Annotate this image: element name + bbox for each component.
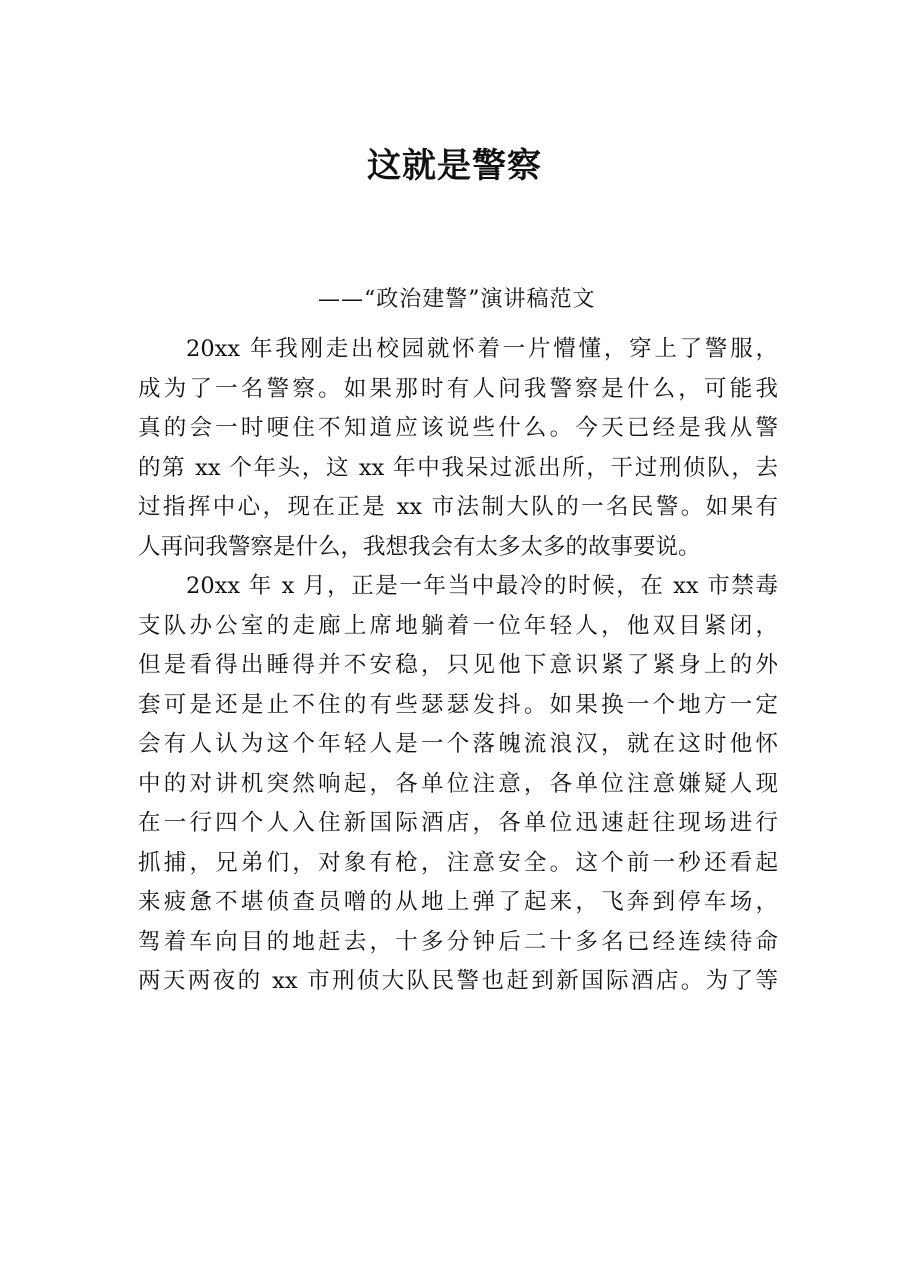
paragraph-line: 人再问我警察是什么，我想我会有太多太多的故事要说。: [138, 533, 701, 560]
paragraph-line: 会有人认为这个年轻人是一个落魄流浪汉，就在这时他怀: [138, 731, 778, 757]
paragraph-line: 真的会一时哽住不知道应该说些什么。今天已经是我从警: [138, 415, 778, 441]
paragraph-line: 成为了一名警察。如果那时有人问我警察是什么，可能我: [138, 375, 778, 402]
paragraph-line: 套可是还是止不住的有些瑟瑟发抖。如果换一个地方一定: [138, 691, 778, 718]
paragraph-line: 支队办公室的走廊上席地躺着一位年轻人，他双目紧闭，: [138, 612, 778, 639]
paragraph-line: 20xx 年我刚走出校园就怀着一片懵懂，穿上了警服，: [186, 336, 778, 362]
paragraph-line: 来疲惫不堪侦查员噌的从地上弹了起来，飞奔到停车场，: [138, 889, 778, 915]
document-subtitle: ——“政治建警”演讲稿范文: [318, 287, 596, 312]
paragraph-line: 20xx 年 x 月，正是一年当中最冷的时候，在 xx 市禁毒: [186, 573, 778, 599]
paragraph-line: 过指挥中心，现在正是 xx 市法制大队的一名民警。如果有: [138, 494, 778, 520]
paragraph-line: 抓捕，兄弟们，对象有枪，注意安全。这个前一秒还看起: [138, 849, 778, 876]
paragraph-line: 驾着车向目的地赶去，十多分钟后二十多名已经连续待命: [138, 928, 778, 955]
paragraph-line: 但是看得出睡得并不安稳，只见他下意识紧了紧身上的外: [138, 652, 778, 678]
paragraph-line: 两天两夜的 xx 市刑侦大队民警也赶到新国际酒店。为了等: [138, 968, 778, 994]
document-title: 这就是警察: [367, 146, 542, 186]
paragraph-line: 在一行四个人入住新国际酒店，各单位迅速赶往现场进行: [138, 810, 778, 836]
document-body: [138, 330, 778, 1002]
paragraph-line: 的第 xx 个年头，这 xx 年中我呆过派出所，干过刑侦队，去: [138, 454, 778, 481]
paragraph-line: 中的对讲机突然响起，各单位注意，各单位注意嫌疑人现: [138, 770, 778, 797]
